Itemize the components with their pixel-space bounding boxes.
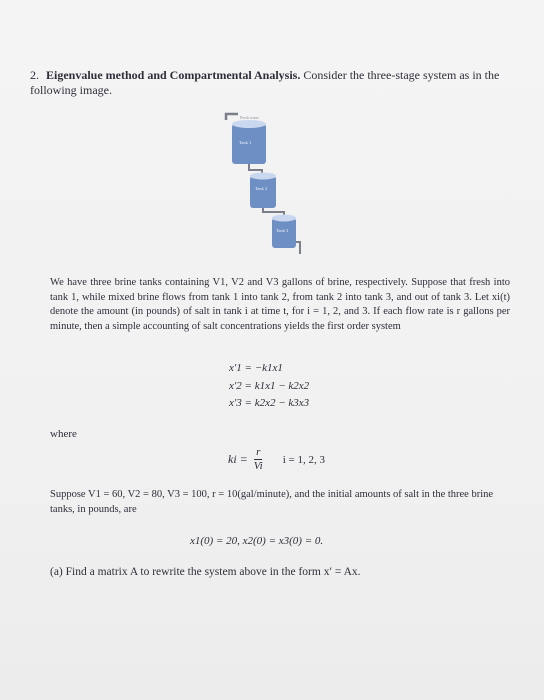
description-paragraph: We have three brine tanks containing V1, V2 and V3 gallons of brine, respectively. Suppose that fresh into tank 1, while mixed brine flows from tank 1 into tank 2, from tank 2 into tank 3, and out of tank 3. Let xi(t) denote the amount (in pounds) of salt in tank i at time t, for i = 1, 2, and 3. If each flow rate is r gallons per minute, then a simple accounting of salt concentrations yields the first order system [50,277,510,332]
k-definition [228,446,325,473]
suppose-paragraph: Suppose V1 = 60, V2 = 80, V3 = 100, r = 10(gal/minute), and the initial amounts of salt in the three brine tanks, in pounds, are [50,489,494,515]
tank-1 [232,120,266,164]
tank-2-label: Tank 2 [255,186,268,191]
outflow-pipe [296,242,300,254]
tank-2 [250,173,276,209]
problem-heading [30,68,510,98]
k-denominator: Vi [253,460,263,472]
tank-1-label: Tank 1 [239,140,252,145]
ode-equation-3: x′3 = k2x2 − k3x3 [229,397,310,409]
tank-3 [272,215,296,249]
ode-equation-2: x′2 = k1x1 − k2x2 [229,380,310,392]
tank-cascade-figure [222,108,302,256]
ode-equation-1: x′1 = −k1x1 [229,362,283,374]
initial-conditions: x1(0) = 20, x2(0) = x3(0) = 0. [190,535,324,547]
problem-number: 2. [30,68,39,82]
part-a-question: (a) Find a matrix A to rewrite the system above in the form x′ = Ax. [50,566,361,578]
inflow-pipe [226,114,238,120]
k-index-range: i = 1, 2, 3 [282,453,325,466]
inflow-label: Fresh water [240,115,259,120]
where-label: where [50,428,77,440]
k-numerator: r [256,446,261,458]
problem-title: Eigenvalue method and Compartmental Analysis. [46,68,301,82]
problem-intro: Consider the three-stage system as in the following image. [30,68,500,97]
tank-3-label: Tank 3 [276,228,289,233]
k-fraction [254,446,263,473]
k-lhs: ki = [228,452,248,466]
